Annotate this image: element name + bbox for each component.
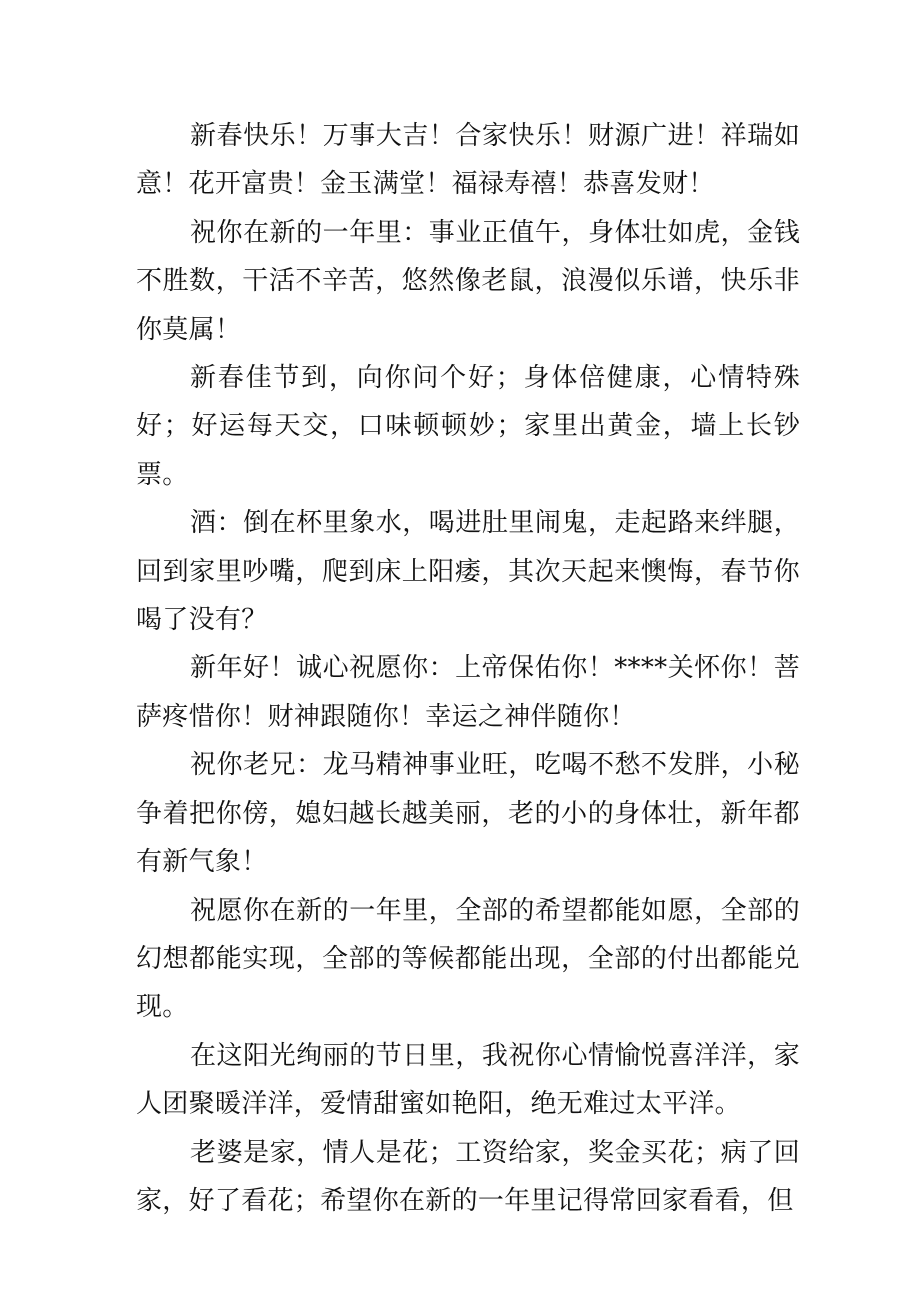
paragraph-sunny-holiday: 在这阳光绚丽的节日里，我祝你心情愉悦喜洋洋，家人团聚暖洋洋，爱情甜蜜如艳阳，绝无难过太平洋。 xyxy=(136,1040,800,1120)
document-body xyxy=(136,112,800,1225)
paragraph-career-wishes: 祝你在新的一年里：事业正值午，身体壮如虎，金钱不胜数，干活不辛苦，悠然像老鼠，浪漫似乐谱，快乐非你莫属！ xyxy=(136,217,800,345)
paragraph-wine-joke: 酒：倒在杯里象水，喝进肚里闹鬼，走起路来绊腿，回到家里吵嘴，爬到床上阳痿，其次天起来懊悔，春节你喝了没有？ xyxy=(136,508,800,636)
paragraph-wife-and-flowers: 老婆是家，情人是花；工资给家，奖金买花；病了回家，好了看花；希望你在新的一年里记得常回家看看，但 xyxy=(136,1137,800,1216)
paragraph-new-year-greetings: 新春快乐！万事大吉！合家快乐！财源广进！祥瑞如意！花开富贵！金玉满堂！福禄寿禧！恭喜发财！ xyxy=(136,121,800,200)
paragraph-blessings: 新年好！诚心祝愿你：上帝保佑你！****关怀你！菩萨疼惜你！财神跟随你！幸运之神伴随你！ xyxy=(136,653,800,732)
paragraph-spring-festival-hello: 新春佳节到，向你问个好；身体倍健康，心情特殊好；好运每天交，口味顿顿妙；家里出黄金，墙上长钞票。 xyxy=(136,363,800,490)
paragraph-hopes-realized: 祝愿你在新的一年里，全部的希望都能如愿，全部的幻想都能实现，全部的等候都能出现，全部的付出都能兑现。 xyxy=(136,895,800,1023)
paragraph-old-brother: 祝你老兄：龙马精神事业旺，吃喝不愁不发胖，小秘争着把你傍，媳妇越长越美丽，老的小的身体壮，新年都有新气象！ xyxy=(136,750,800,878)
